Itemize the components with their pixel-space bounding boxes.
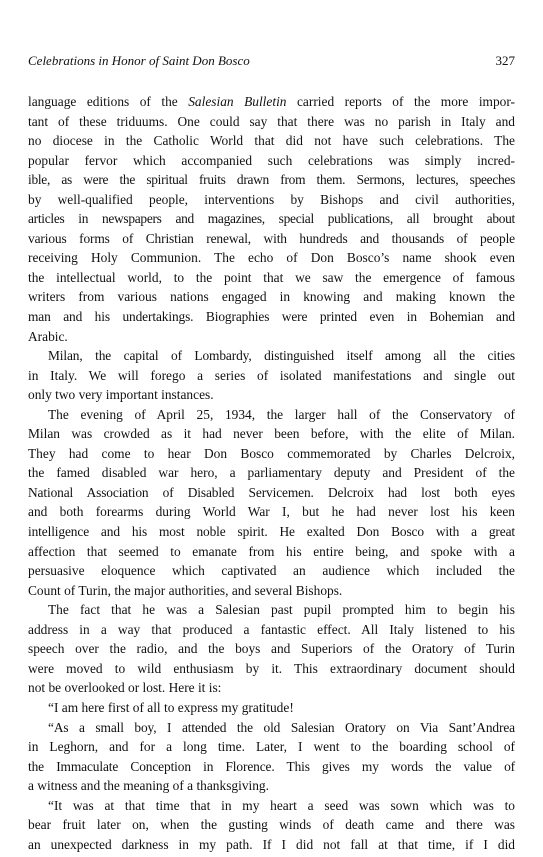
text-line: The evening of April 25, 1934, the larger hall of the Conservatory of: [48, 406, 515, 422]
running-title: Celebrations in Honor of Saint Don Bosco: [28, 53, 250, 68]
text-line: an unexpected darkness in my path. If I did not fall at that time, if I did: [28, 836, 515, 852]
text-line: ible, as were the spiritual fruits drawn from them. Sermons, lectures, speeches: [28, 172, 515, 188]
text-line: Milan was crowded as it had never been before, with the elite of Milan.: [28, 426, 515, 442]
text-line: a witness and the meaning of a thanksgiving.: [28, 778, 269, 794]
text-line: no diocese in the Catholic World that did not have such celebrations. The: [28, 133, 515, 149]
text-line: and both forearms during World War I, but he had never lost his keen: [28, 504, 515, 520]
text-line: articles in newspapers and magazines, special publications, all brought about: [28, 211, 515, 227]
page-number: 327: [495, 53, 515, 68]
text-line: receiving Holy Communion. The echo of Don Bosco’s name shook even: [28, 250, 515, 266]
text-line: man and his undertakings. Biographies were printed even in Bohemian and: [28, 309, 515, 325]
text-line: They had come to hear Don Bosco commemorated by Charles Delcroix,: [28, 445, 515, 461]
text-line: address in a way that produced a fantastic effect. All Italy listened to his: [28, 621, 515, 637]
text-line: National Association of Disabled Servicemen. Delcroix had lost both eyes: [28, 484, 515, 500]
text-line: bear fruit later on, when the gusting winds of death came and there was: [28, 817, 515, 833]
text-line: by well-qualified people, interventions by Bishops and civil authorities,: [28, 191, 515, 207]
text-line: not be overlooked or lost. Here it is:: [28, 680, 222, 696]
text-line: affection that seemed to emanate from his entire being, and spoke with a: [28, 543, 515, 559]
body-text: [28, 92, 515, 854]
text-line: tant of these triduums. One could say that there was no parish in Italy and: [28, 113, 515, 129]
text-line: were moved to wild enthusiasm by it. This extraordinary document should: [28, 660, 515, 676]
text-line: various forms of Christian renewal, with hundreds and thousands of people: [28, 230, 515, 246]
text-line: popular fervor which accompanied such celebrations was simply incred-: [28, 152, 515, 168]
text-line: Milan, the capital of Lombardy, distinguished itself among all the cities: [48, 348, 515, 364]
text-line: the intellectual world, to the point that we saw the emergence of famous: [28, 269, 515, 285]
text-line: language editions of the Salesian Bulletin carried reports of the more impor-: [28, 94, 515, 109]
running-head: [28, 52, 515, 70]
text-line: “As a small boy, I attended the old Salesian Oratory on Via Sant’Andrea: [48, 719, 515, 735]
text-line: speech over the radio, and the boys and Superiors of the Oratory of Turin: [28, 641, 515, 657]
text-line: intelligence and his most noble spirit. He exalted Don Bosco with a great: [28, 524, 515, 540]
text-line: Arabic.: [28, 328, 68, 344]
text-line: Count of Turin, the major authorities, and several Bishops.: [28, 582, 343, 598]
text-line: “It was at that time that in my heart a seed was sown which was to: [48, 797, 515, 813]
text-line: “I am here first of all to express my gratitude!: [48, 699, 294, 715]
text-line: the Immaculate Conception in Florence. This gives my words the value of: [28, 758, 515, 774]
text-line: in Italy. We will forego a series of isolated manifestations and single out: [28, 367, 515, 383]
text-line: persuasive eloquence which captivated an audience which included the: [28, 563, 515, 579]
text-line: only two very important instances.: [28, 387, 214, 403]
text-line: the famed disabled war hero, a parliamentary deputy and President of the: [28, 465, 515, 481]
text-line: The fact that he was a Salesian past pupil prompted him to begin his: [48, 602, 515, 618]
text-line: writers from various nations engaged in knowing and making known the: [28, 289, 515, 305]
text-line: in Leghorn, and for a long time. Later, I went to the boarding school of: [28, 739, 515, 755]
